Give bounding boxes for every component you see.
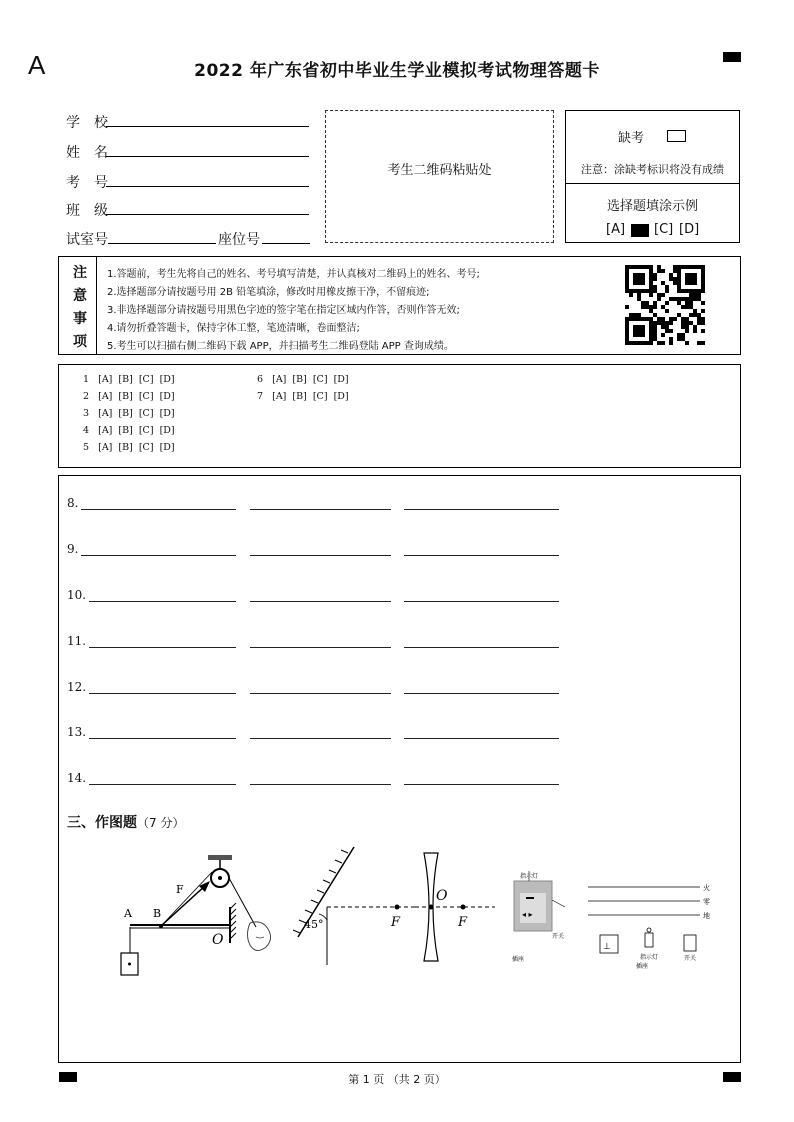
choice-row[interactable]: 2 [A] [B] [C] [D] [83, 391, 175, 402]
name-field[interactable] [106, 156, 309, 157]
choice-row[interactable]: 4 [A] [B] [C] [D] [83, 425, 175, 436]
svg-text:◂ ▸: ◂ ▸ [522, 910, 533, 919]
exam-no-field[interactable] [106, 186, 309, 187]
circuit-switch-label: 开关 [684, 955, 697, 962]
choice-row[interactable]: 7 [A] [B] [C] [D] [257, 391, 349, 402]
answer-line[interactable] [404, 601, 559, 602]
label-f-left: F [391, 915, 401, 930]
choice-row[interactable]: 6 [A] [B] [C] [D] [257, 374, 349, 385]
label-lens-o: O [436, 888, 448, 904]
answer-line[interactable] [250, 509, 391, 510]
drawing-figures [60, 845, 740, 980]
lever-pulley-figure [121, 855, 271, 975]
page-number: 第 1 页 （共 2 页） [348, 1073, 446, 1086]
circuit-indicator-label: 指示灯 [640, 954, 659, 961]
choice-row[interactable]: 1 [A] [B] [C] [D] [83, 374, 175, 385]
answer-line[interactable] [250, 601, 391, 602]
school-label: 学 校 [66, 115, 108, 131]
answer-line[interactable] [404, 509, 559, 510]
answer-line[interactable] [404, 647, 559, 648]
notice-item: 3.非选择题部分请按题号用黑色字迹的签字笔在指定区域内作答，否则作答无效; [107, 305, 460, 316]
answer-line[interactable] [404, 693, 559, 694]
ground-wire-label: 地 [703, 912, 710, 920]
live-wire-label: 火 [703, 884, 710, 892]
socket-switch-label: 开关 [552, 933, 565, 940]
room-label: 试室号 [66, 232, 108, 248]
label-f: F [176, 883, 184, 896]
app-qr-code[interactable] [625, 265, 705, 345]
answer-line[interactable] [89, 693, 236, 694]
answer-line[interactable] [89, 647, 236, 648]
answer-line[interactable] [89, 601, 236, 602]
answer-line[interactable] [81, 555, 236, 556]
circuit-socket-label: 插座 [636, 963, 649, 970]
label-b: B [153, 907, 162, 920]
question-number: 12. [67, 680, 87, 694]
seat-label: 座位号 [218, 232, 260, 248]
name-label: 姓 名 [66, 145, 108, 161]
answer-line[interactable] [81, 509, 236, 510]
label-f-right: F [458, 915, 468, 930]
fill-example-title: 选择题填涂示例 [606, 199, 698, 214]
seat-field[interactable] [262, 243, 310, 244]
socket-indicator-label: 指示灯 [520, 873, 539, 880]
question-number: 14. [67, 771, 87, 785]
answer-line[interactable] [250, 647, 391, 648]
svg-text:⊥: ⊥ [603, 942, 611, 952]
choice-row[interactable]: 5 [A] [B] [C] [D] [83, 442, 175, 453]
question-number: 11. [67, 634, 87, 648]
absent-label: 缺考 [618, 131, 645, 146]
page-title: 2022 年广东省初中毕业生学业模拟考试物理答题卡 [194, 61, 600, 81]
neutral-wire-label: 零 [703, 898, 710, 906]
fill-example-a: [A] [606, 222, 626, 237]
label-a: A [124, 907, 132, 920]
school-field[interactable] [106, 126, 309, 127]
question-number: 13. [67, 725, 87, 739]
notice-title-4: 项 [73, 334, 87, 350]
answer-line[interactable] [404, 784, 559, 785]
notice-item: 5.考生可以扫描右侧二维码下载 APP，并扫描考生二维码登陆 APP 查询成绩。 [107, 341, 454, 352]
answer-line[interactable] [250, 555, 391, 556]
question-number: 10. [67, 588, 87, 602]
class-field[interactable] [106, 214, 309, 215]
qr-paste-label: 考生二维码粘贴处 [387, 163, 492, 178]
version-label: A [28, 50, 46, 80]
choice-section [58, 364, 741, 468]
label-o: O [212, 932, 224, 948]
notice-box [58, 256, 741, 355]
absent-checkbox[interactable] [667, 130, 686, 142]
absent-note: 注意：涂缺考标识将没有成绩 [581, 163, 724, 176]
answer-line[interactable] [250, 693, 391, 694]
answer-line[interactable] [404, 555, 559, 556]
fill-example-c: [C] [654, 222, 674, 237]
answer-line[interactable] [404, 738, 559, 739]
circuit-figure [588, 883, 710, 970]
notice-title-2: 意 [73, 288, 87, 304]
fill-example-filled [631, 224, 649, 237]
notice-title-3: 事 [73, 311, 87, 327]
notice-title-1: 注 [73, 265, 87, 281]
alignment-mark [723, 52, 741, 62]
choice-row[interactable]: 3 [A] [B] [C] [D] [83, 408, 175, 419]
socket-figure [512, 871, 565, 963]
answer-line[interactable] [250, 738, 391, 739]
answer-line[interactable] [89, 738, 236, 739]
notice-item: 4.请勿折叠答题卡，保持字体工整，笔迹清晰，卷面整洁; [107, 323, 360, 334]
class-label: 班 级 [66, 203, 108, 219]
notice-item: 2.选择题部分请按题号用 2B 铅笔填涂，修改时用橡皮擦干净，不留痕迹; [107, 287, 430, 298]
angle-label: 45° [304, 918, 324, 931]
question-number: 8. [67, 496, 79, 510]
qr-paste-area [325, 110, 554, 243]
section-title: 三、作图题（7 分） [67, 815, 185, 831]
question-number: 9. [67, 542, 79, 556]
absent-box [565, 110, 740, 243]
fill-example-d: [D] [679, 222, 700, 237]
answer-line[interactable] [89, 784, 236, 785]
notice-item: 1.答题前，考生先将自己的姓名、考号填写清楚，并认真核对二维码上的姓名、考号; [107, 269, 480, 280]
answer-line[interactable] [250, 784, 391, 785]
socket-label: 插座 [512, 956, 525, 963]
room-field[interactable] [108, 243, 216, 244]
exam-no-label: 考 号 [66, 175, 108, 191]
